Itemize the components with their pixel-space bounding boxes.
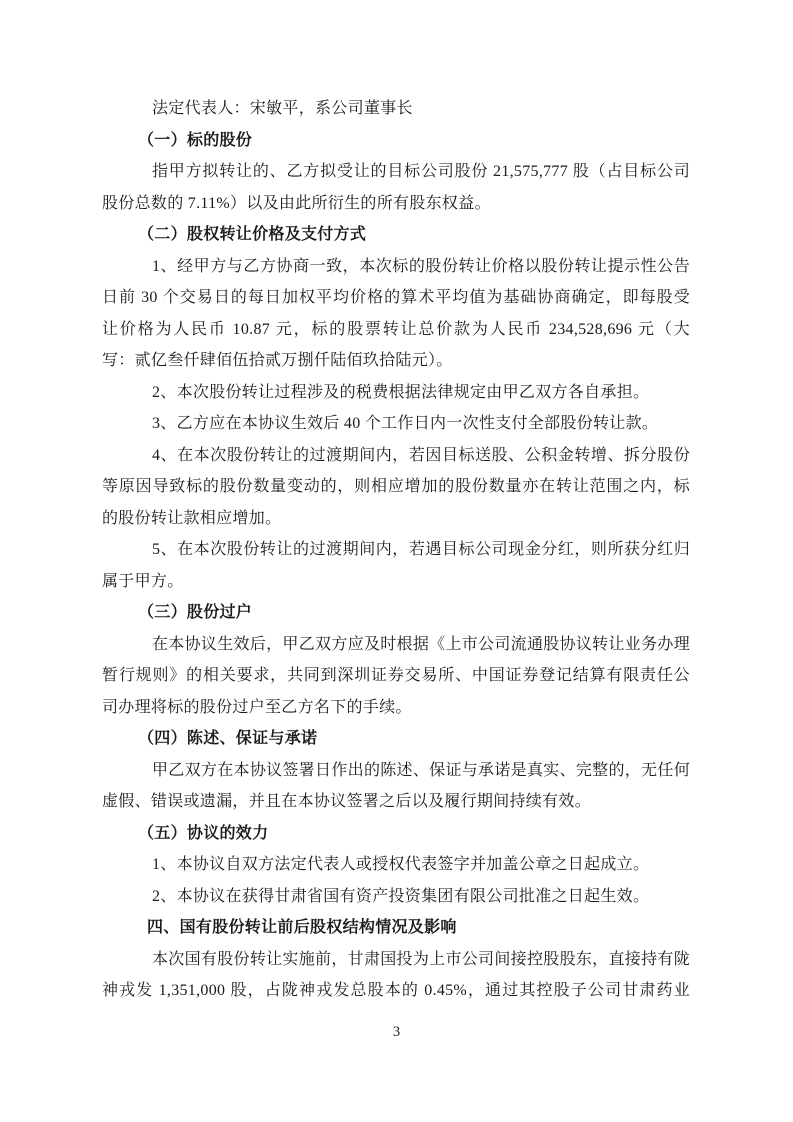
text-line: 属于甲方。 (102, 572, 184, 590)
page-number: 3 (392, 1024, 401, 1040)
text-line: 虚假、错误或遗漏，并且在本协议签署之后以及履行期间持续有效。 (102, 793, 592, 810)
heading-section-1-target-shares: （一）标的股份 (138, 131, 253, 149)
text-line: 本次国有股份转让实施前，甘肃国投为上市公司间接控股股东，直接持有陇 (152, 950, 690, 968)
text-line: 指甲方拟转让的、乙方拟受让的目标公司股份 21,575,777 股（占目标公司 (152, 163, 690, 180)
text-line: 让价格为人民币 10.87 元，标的股票转让总价款为人民币 234,528,696 元（大 (102, 320, 690, 338)
text-line: 2、本次股份转让过程涉及的税费根据法律规定由甲乙双方各自承担。 (152, 383, 650, 401)
text-line: 在本协议生效后，甲乙双方应及时根据《上市公司流通股协议转让业务办理 (152, 635, 690, 653)
text-line: 的股份转让款相应增加。 (102, 509, 282, 527)
text-line: 甲乙双方在本协议签署日作出的陈述、保证与承诺是真实、完整的，无任何 (152, 761, 690, 779)
text-line: 4、在本次股份转让的过渡期间内，若因目标送股、公积金转增、拆分股份 (152, 446, 690, 464)
text-line-legal-representative: 法定代表人：宋敏平，系公司董事长 (152, 100, 413, 117)
text-line: 暂行规则》的相关要求，共同到深圳证券交易所、中国证券登记结算有限责任公 (102, 667, 690, 684)
text-line: 股份总数的 7.11%）以及由此所衍生的所有股东权益。 (102, 194, 491, 212)
text-line: 写：贰亿叁仟肆佰伍拾贰万捌仟陆佰玖拾陆元）。 (102, 352, 453, 369)
text-line: 2、本协议在获得甘肃省国有资产投资集团有限公司批准之日起生效。 (152, 887, 650, 905)
heading-section-4-representations-warranties: （四）陈述、保证与承诺 (138, 730, 318, 747)
text-line: 1、经甲方与乙方协商一致，本次标的股份转让价格以股份转让提示性公告 (152, 257, 690, 275)
text-line: 日前 30 个交易日的每日加权平均价格的算术平均值为基础协商确定，即每股受 (102, 289, 690, 306)
text-line: 司办理将标的股份过户至乙方名下的手续。 (102, 698, 412, 716)
text-line: 神戎发 1,351,000 股，占陇神戎发总股本的 0.45%，通过其控股子公司甘肃药业 (102, 982, 690, 999)
text-line: 等原因导致标的股份数量变动的，则相应增加的股份数量亦在转让范围之内，标 (102, 478, 690, 495)
heading-chapter-4-equity-structure: 四、国有股份转让前后股权结构情况及影响 (147, 919, 457, 936)
heading-section-2-price-payment: （二）股权转让价格及支付方式 (138, 226, 367, 243)
text-line: 3、乙方应在本协议生效后 40 个工作日内一次性支付全部股份转让款。 (152, 415, 659, 432)
heading-section-3-share-transfer-registration: （三）股份过户 (138, 604, 253, 621)
heading-section-5-agreement-effectiveness: （五）协议的效力 (138, 824, 269, 842)
text-line: 1、本协议自双方法定代表人或授权代表签字并加盖公章之日起成立。 (152, 856, 650, 873)
document-body (102, 93, 690, 1007)
text-line: 5、在本次股份转让的过渡期间内，若遇目标公司现金分红，则所获分红归 (152, 541, 690, 558)
